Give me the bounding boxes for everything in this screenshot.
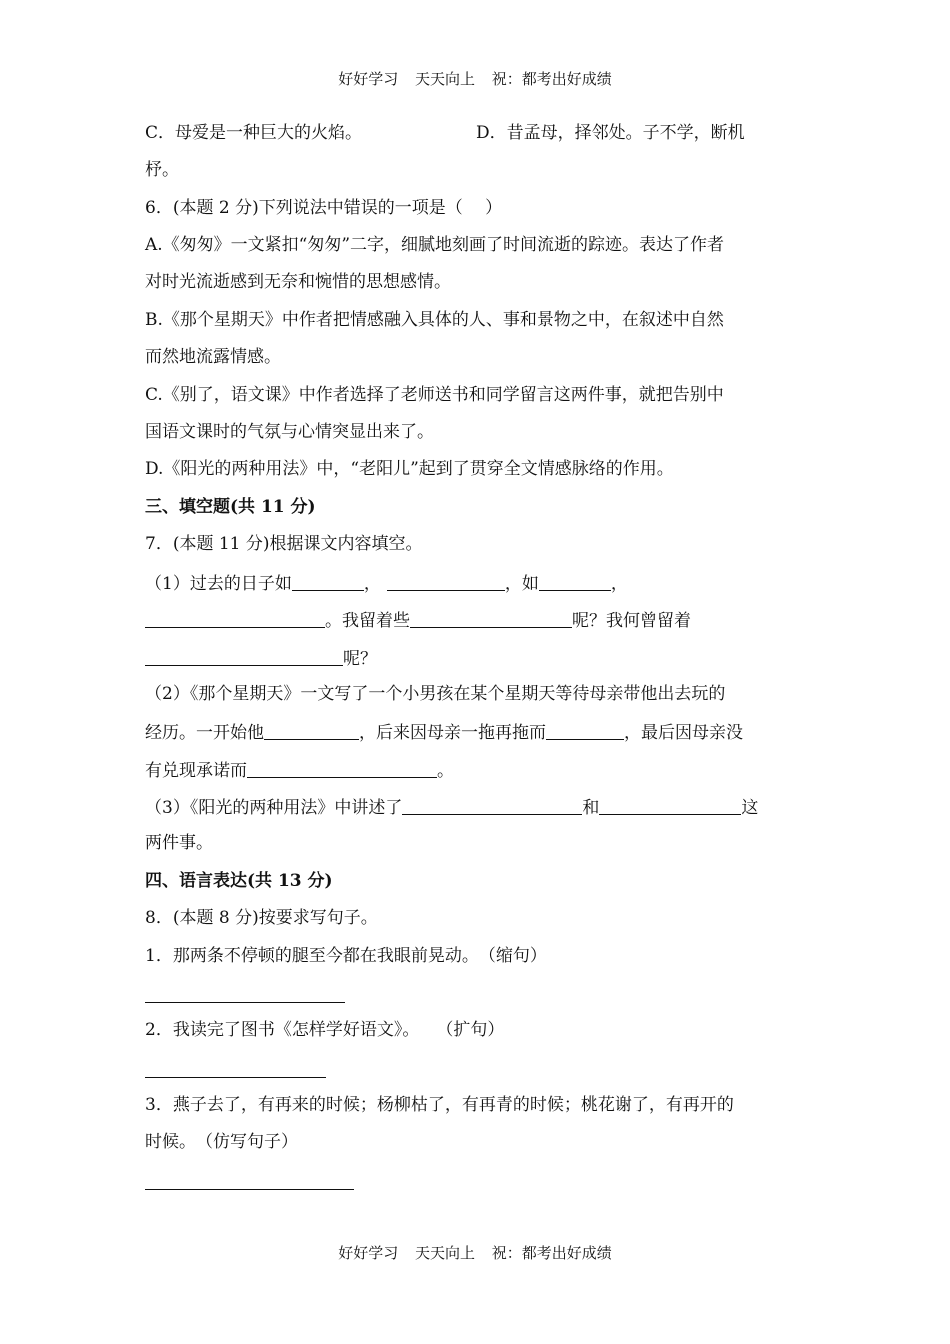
q7-text: 这 [741,798,759,818]
footer-text-2: 天天向上 [414,1244,475,1262]
q7-part3-line2: 两件事。 [145,833,213,853]
q8-sentence-1: 1．那两条不停顿的腿至今都在我眼前晃动。 （缩句） [145,946,547,966]
fill-blank[interactable] [539,574,611,591]
q8-sentence-3-cont: 时候。 （仿写句子） [145,1132,298,1152]
answer-line-1[interactable] [145,1002,345,1003]
q6-option-a-cont: 对时光流逝感到无奈和惋惜的思想感情。 [145,272,451,292]
q7-text: 呢？我何曾留着 [572,611,691,631]
answer-line-2[interactable] [145,1077,326,1078]
header-text-3: 祝：都考出好成绩 [491,70,612,88]
q6-stem: 6．(本题 2 分)下列说法中错误的一项是（ ） [145,198,503,218]
q7-part2-line2 [145,723,743,742]
q7-text: 有兑现承诺而 [145,761,247,781]
q7-text: 和 [582,798,600,818]
footer-text-1: 好好学习 [338,1244,399,1262]
q7-part1-line1 [145,574,628,593]
q8-stem: 8．(本题 8 分)按要求写句子。 [145,908,378,928]
q7-text: 呢？ [343,649,377,669]
page-header [0,68,950,89]
q6-option-c-cont: 国语文课时的气氛与心情突显出来了。 [145,422,434,442]
fill-blank[interactable] [247,761,437,778]
q7-part2-line3 [145,761,454,780]
q7-part2-line1: （2）《那个星期天》一文写了一个小男孩在某个星期天等待母亲带他出去玩的 [145,684,726,704]
header-text-1: 好好学习 [338,70,399,88]
fill-blank[interactable] [410,611,572,628]
q6-option-d: D.《阳光的两种用法》中，“老阳儿”起到了贯穿全文情感脉络的作用。 [145,459,674,479]
q7-text: 。 [437,761,454,781]
q7-text: ，最后因母亲没 [624,723,743,743]
q8-sentence-2: 2．我读完了图书《怎样学好语文》。 （扩句） [145,1020,505,1040]
page-footer [0,1242,950,1263]
q7-text: ， [610,574,628,594]
fill-blank[interactable] [402,798,582,815]
answer-line-3[interactable] [145,1189,354,1190]
fill-blank[interactable] [145,649,343,666]
fill-blank[interactable] [599,798,741,815]
fill-blank[interactable] [145,611,325,628]
q7-part3-line1 [145,798,758,817]
q6-option-a: A.《匆匆》一文紧扣“匆匆”二字，细腻地刻画了时间流逝的踪迹。表达了作者 [145,235,725,255]
q5-option-d-cont: 杼。 [145,160,179,180]
fill-blank[interactable] [387,574,505,591]
fill-blank[interactable] [546,723,624,740]
q6-option-c: C.《别了，语文课》中作者选择了老师送书和同学留言这两件事，就把告别中 [145,385,724,405]
q7-text: ， [363,574,381,594]
q7-part1-line2 [145,611,691,630]
fill-blank[interactable] [264,723,359,740]
q6-option-b-cont: 而然地流露情感。 [145,347,281,367]
q7-text: （3）《阳光的两种用法》中讲述了 [145,798,403,818]
q7-part1-line3 [145,649,377,668]
q6-option-b: B.《那个星期天》中作者把情感融入具体的人、事和景物之中，在叙述中自然 [145,310,724,330]
q7-text: （1）过去的日子如 [145,574,292,594]
q5-option-d: D．昔孟母，择邻处。子不学，断机 [476,123,745,143]
section-4-heading: 四、语言表达(共 13 分) [145,871,333,891]
q7-text: ，如 [504,574,539,594]
q7-text: 经历。一开始他 [145,723,264,743]
fill-blank[interactable] [292,574,364,591]
header-text-2: 天天向上 [414,70,475,88]
q7-stem: 7．(本题 11 分)根据课文内容填空。 [145,534,423,554]
footer-text-3: 祝：都考出好成绩 [491,1244,612,1262]
q5-option-c: C．母爱是一种巨大的火焰。 [145,123,363,143]
q8-sentence-3: 3．燕子去了，有再来的时候；杨柳枯了，有再青的时候；桃花谢了，有再开的 [145,1095,734,1115]
q7-text: 。我留着些 [325,611,410,631]
q7-text: ，后来因母亲一拖再拖而 [359,723,546,743]
section-3-heading: 三、填空题(共 11 分) [145,497,316,517]
